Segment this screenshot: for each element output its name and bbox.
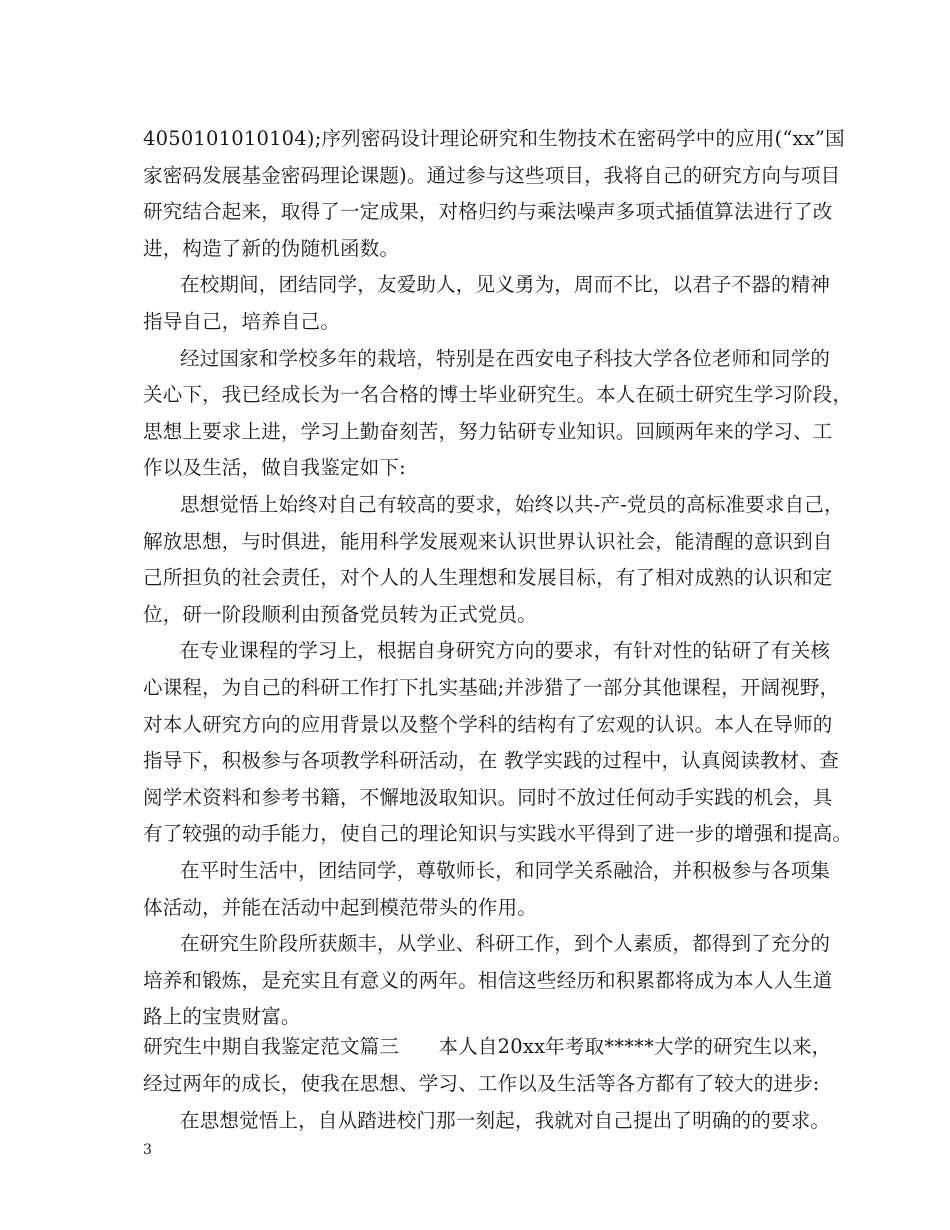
paragraph-first-line: 在研究生阶段所获颇丰，从学业、科研工作，到个人素质，都得到了充分的 <box>180 932 831 955</box>
text-line: 经过两年的成长，使我在思想、学习、工作以及生活等各方都有了较大的进步: <box>143 1072 820 1095</box>
text-line: 有了较强的动手能力，使自己的理论知识与实践水平得到了进一步的增强和提高。 <box>143 822 853 845</box>
paragraph-first-line: 在校期间，团结同学，友爱助人，见义勇为，周而不比，以君子不器的精神 <box>180 273 831 296</box>
paragraph-first-line: 在专业课程的学习上，根据自身研究方向的要求，有针对性的钻研了有关核 <box>180 639 831 662</box>
text-line: 关心下，我已经成长为一名合格的博士毕业研究生。本人在硕士研究生学习阶段， <box>143 383 853 406</box>
text-line: 心课程，为自己的科研工作打下扎实基础;并涉猎了一部分其他课程，开阔视野， <box>143 676 840 699</box>
text-line: 体活动，并能在活动中起到模范带头的作用。 <box>143 896 538 919</box>
paragraph-first-line: 经过国家和学校多年的栽培，特别是在西安电子科技大学各位老师和同学的 <box>180 347 831 370</box>
text-line: 位，研一阶段顺利由预备党员转为正式党员。 <box>143 603 538 626</box>
text-line: 4050101010104);序列密码设计理论研究和生物技术在密码学中的应用(“xx”国 <box>143 127 845 150</box>
text-line: 进，构造了新的伪随机函数。 <box>143 237 400 260</box>
paragraph-first-line: 在思想觉悟上，自从踏进校门那一刻起，我就对自己提出了明确的的要求。 <box>180 1109 831 1132</box>
section-heading-line: 研究生中期自我鉴定范文篇三 本人自20xx年考取*****大学的研究生以来， <box>143 1035 832 1058</box>
page-number: 3 <box>143 1142 152 1158</box>
text-line: 培养和锻炼，是充实且有意义的两年。相信这些经历和积累都将成为本人人生道 <box>143 969 833 992</box>
text-line: 路上的宝贵财富。 <box>143 1005 301 1028</box>
text-line: 作以及生活，做自我鉴定如下: <box>143 456 406 479</box>
text-line: 指导下，积极参与各项教学科研活动，在 教学实践的过程中，认真阅读教材、查 <box>143 749 839 772</box>
text-line: 思想上要求上进，学习上勤奋刻苦，努力钻研专业知识。回顾两年来的学习、工 <box>143 420 833 443</box>
text-line: 指导自己，培养自己。 <box>143 310 341 333</box>
text-line: 己所担负的社会责任，对个人的人生理想和发展目标，有了相对成熟的认识和定 <box>143 566 833 589</box>
text-line: 研究结合起来，取得了一定成果，对格归约与乘法噪声多项式插值算法进行了改 <box>143 200 833 223</box>
text-line: 阅学术资料和参考书籍，不懈地汲取知识。同时不放过任何动手实践的机会，具 <box>143 786 833 809</box>
paragraph-first-line: 在平时生活中，团结同学，尊敬师长，和同学关系融洽，并积极参与各项集 <box>180 859 831 882</box>
text-line: 家密码发展基金密码理论课题)。通过参与这些项目，我将自己的研究方向与项目 <box>143 164 841 187</box>
paragraph-first-line: 思想觉悟上始终对自己有较高的要求，始终以共-产-党员的高标准要求自己， <box>180 493 844 516</box>
text-line: 解放思想，与时俱进，能用科学发展观来认识世界认识社会，能清醒的意识到自 <box>143 530 833 553</box>
text-line: 对本人研究方向的应用背景以及整个学科的结构有了宏观的认识。本人在导师的 <box>143 713 833 736</box>
